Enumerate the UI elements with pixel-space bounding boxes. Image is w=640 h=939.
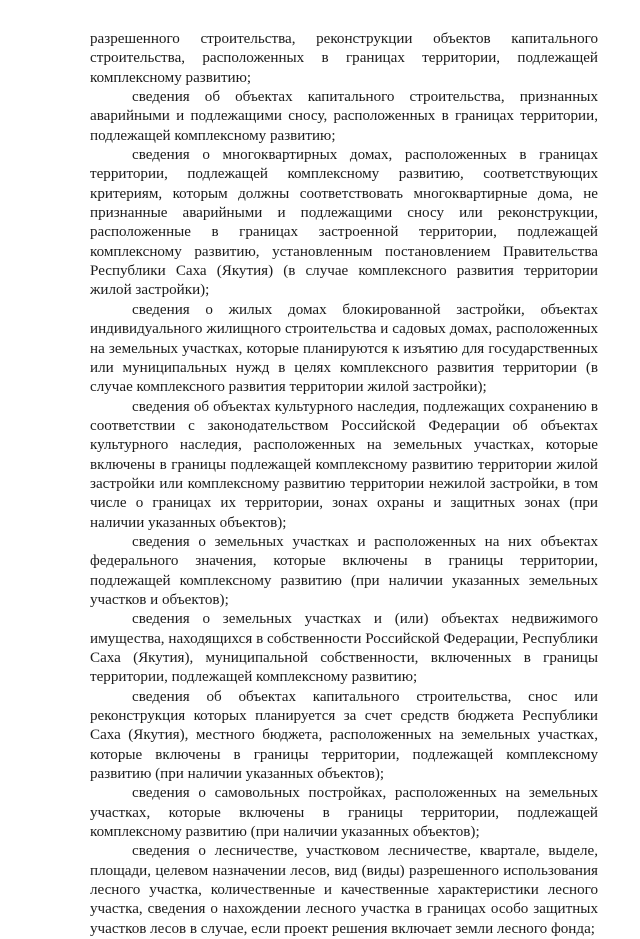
paragraph-unauthorized-buildings: сведения о самовольных постройках, расположенных на земельных участках, которые включены в границы территории, подлежащей комплексному развитию (при наличии указанных объектов); xyxy=(90,785,598,841)
paragraph-state-property: сведения о земельных участках и (или) объектах недвижимого имущества, находящихся в собственности Российской Федерации, Республики Саха (Якутия), муниципальной собственности, включенных в границы территории, подлежащей комплексному развитию; xyxy=(90,611,598,686)
paragraph-cultural-heritage: сведения об объектах культурного наследия, подлежащих сохранению в соответствии с законодательством Российской Федерации об объектах культурного наследия, расположенных на земельных участках, которые включены в границы подлежащей комплексному развитию территории жилой застройки или комплексному развитию территории нежилой застройки, в том числе о границах их территории, зонах охраны и защитных зонах (при наличии указанных объектов); xyxy=(90,398,598,531)
paragraph-continuation: разрешенного строительства, реконструкции объектов капитального строительства, расположенных в границах территории, подлежащей комплексному развитию; xyxy=(90,31,598,86)
paragraph-budget-reconstruction: сведения об объектах капитального строительства, снос или реконструкция которых планируется за счет средств бюджета Республики Саха (Якутия), местного бюджета, расположенных на земельных участках, которые включены в границы территории, подлежащей комплексному развитию (при наличии указанных объектов); xyxy=(90,688,598,783)
paragraph-forestry: сведения о лесничестве, участковом лесничестве, квартале, выделе, площади, целевом назначении лесов, вид (виды) разрешенного использования лесного участка, количественные и качественные характеристики лесного участка, сведения о нахождении лесного участка в границах особо защитных участков лесов в случае, если проект решения включает земли лесного фонда; xyxy=(90,843,598,937)
paragraph-residential-houses: сведения о жилых домах блокированной застройки, объектах индивидуального жилищного строительства и садовых домах, расположенных на земельных участках, которые планируются к изъятию для государственных или муниципальных нужд в целях комплексного развития территории (в случае комплексного развития территории жилой застройки); xyxy=(90,301,598,396)
paragraph-emergency-buildings: сведения об объектах капитального строительства, признанных аварийными и подлежащими сносу, расположенных в границах территории, подлежащей комплексному развитию; xyxy=(90,89,598,144)
document-page xyxy=(90,30,598,939)
paragraph-federal-objects: сведения о земельных участках и расположенных на них объектах федерального значения, которые включены в границы территории, подлежащей комплексному развитию (при наличии указанных земельных участков и объектов); xyxy=(90,533,598,608)
paragraph-apartment-buildings: сведения о многоквартирных домах, расположенных в границах территории, подлежащей комплексному развитию, соответствующих критериям, которым должны соответствовать многоквартирные дома, не признанные аварийными и подлежащими сносу или реконструкции, расположенные в границах застроенной территории, подлежащей комплексному развитию, установленным постановлением Правительства Республики Саха (Якутия) (в случае комплексного развития территории жилой застройки); xyxy=(90,147,598,299)
